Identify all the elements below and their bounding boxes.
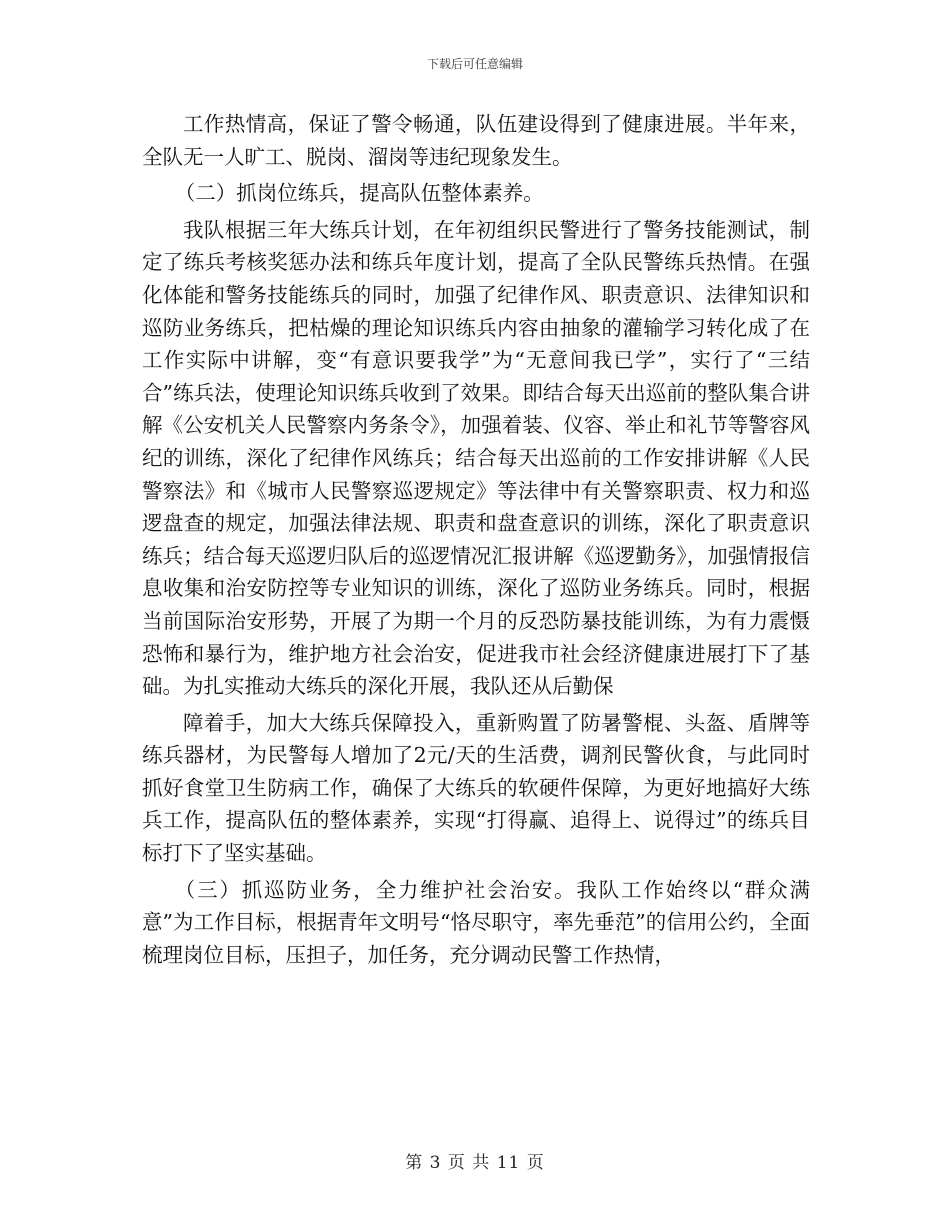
paragraph: 我队根据三年大练兵计划，在年初组织民警进行了警务技能测试，制定了练兵考核奖惩办法和练兵年度计划，提高了全队民警练兵热情。在强化体能和警务技能练兵的同时，加强了纪律作风、职责意识、法律知识和巡防业务练兵，把枯燥的理论知识练兵内容由抽象的灌输学习转化成了在工作实际中讲解，变“有意识要我学”为“无意间我已学”，实行了“三结合”练兵法，使理论知识练兵收到了效果。即结合每天出巡前的整队集合讲解《公安机关人民警察内务条令》，加强着装、仪容、举止和礼节等警容风纪的训练，深化了纪律作风练兵；结合每天出巡前的工作安排讲解《人民警察法》和《城市人民警察巡逻规定》等法律中有关警察职责、权力和巡逻盘查的规定，加强法律法规、职责和盘查意识的训练，深化了职责意识练兵；结合每天巡逻归队后的巡逻情况汇报讲解《巡逻勤务》，加强情报信息收集和治安防控等专业知识的训练，深化了巡防业务练兵。同时，根据当前国际治安形势，开展了为期一个月的反恐防暴技能训练，为有力震慑恐怖和暴行为，维护地方社会治安，促进我市社会经济健康进展打下了基础。为扎实推动大练兵的深化开展，我队还从后勤保 — [142, 217, 810, 699]
paragraph: 障着手，加大大练兵保障投入，重新购置了防暑警棍、头盔、盾牌等练兵器材，为民警每人增加了2元/天的生活费，调剂民警伙食，与此同时抓好食堂卫生防病工作，确保了大练兵的软硬件保障，为更好地搞好大练兵工作，提高队伍的整体素养，实现“打得赢、追得上、说得过”的练兵目标打下了坚实基础。 — [142, 710, 810, 866]
section-heading: （二）抓岗位练兵，提高队伍整体素养。 — [174, 181, 544, 206]
page-header: 下载后可任意编辑 — [426, 57, 523, 71]
paragraph: （三）抓巡防业务，全力维护社会治安。我队工作始终以“群众满意”为工作目标，根据青年文明号“恪尽职守，率先垂范”的信用公约，全面梳理岗位目标，压担子，加任务，充分调动民警工作热情， — [142, 877, 810, 967]
page-number: 第 3 页 共 11 页 — [405, 1153, 545, 1173]
document-body — [142, 108, 810, 971]
paragraph: 工作热情高，保证了警令畅通，队伍建设得到了健康进展。半年来，全队无一人旷工、脱岗、溜岗等违纪现象发生。 — [142, 112, 810, 169]
